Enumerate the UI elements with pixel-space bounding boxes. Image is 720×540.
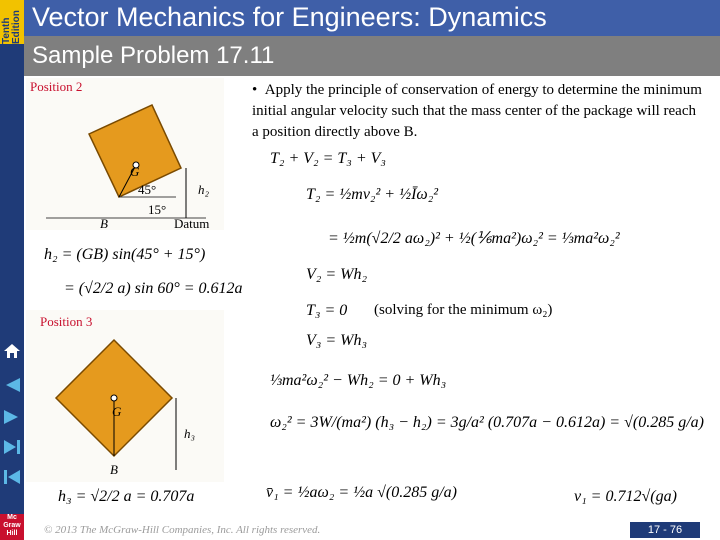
previous-slide-icon[interactable] — [2, 408, 22, 426]
point-b: B — [100, 216, 108, 231]
bullet-body: Apply the principle of conservation of energy to determine the minimum initial angular velocity such that the mass center of the package will reach a position directly above B. — [252, 82, 702, 140]
home-icon[interactable] — [2, 342, 22, 360]
copyright: © 2013 The McGraw-Hill Companies, Inc. All rights reserved. — [44, 524, 321, 536]
eq-eqn1: ⅓ma²ω₂² − Wh₂ = 0 + Wh₃ — [270, 372, 447, 389]
figure-position-3 — [26, 310, 224, 482]
eq-t2b: = ½m(√2/2 aω₂)² + ½(⅙ma²)ω₂² = ⅓ma²ω₂² — [328, 230, 620, 247]
figure-position-2 — [26, 78, 224, 230]
page-subtitle: Sample Problem 17.11 — [32, 42, 275, 69]
point-b: B — [110, 462, 118, 477]
page-number: 17 - 76 — [630, 522, 700, 538]
angle-45: 45° — [138, 182, 157, 197]
datum-label: Datum — [174, 216, 210, 231]
eq-v1b: v₁ = 0.712√(ga) — [574, 488, 677, 505]
point-g: G — [130, 164, 140, 179]
page-title: Vector Mechanics for Engineers: Dynamics — [32, 2, 547, 32]
position-2-diagram — [26, 78, 224, 230]
eq-h2b: = (√2/2 a) sin 60° = 0.612a — [64, 280, 243, 297]
eq-energy: T₂ + V₂ = T₃ + V₃ — [270, 150, 386, 167]
figure-label: Position 2 — [30, 79, 83, 94]
eq-v2: V₂ = Wh₂ — [306, 266, 368, 283]
left-sidebar — [0, 0, 24, 540]
h2-label: h₂ — [198, 182, 210, 197]
eq-h3: h₃ = √2/2 a = 0.707a — [58, 488, 195, 505]
edition-tag: Tenth Edition — [0, 0, 24, 44]
eq-v1a: v̄₁ = ½aω₂ = ½a √(0.285 g/a) — [266, 484, 457, 501]
eq-t3-note: (solving for the minimum ω₂) — [374, 302, 553, 318]
eq-h2a: h₂ = (GB) sin(45° + 15°) — [44, 246, 206, 263]
publisher-logo: Mc Graw Hill — [0, 514, 24, 540]
last-slide-icon[interactable] — [2, 468, 22, 486]
subtitle-bar — [24, 36, 720, 76]
point-g: G — [112, 404, 122, 419]
h3-label: h₃ — [184, 426, 196, 441]
position-3-diagram — [26, 310, 224, 482]
title-bar — [24, 0, 720, 36]
next-slide-icon[interactable] — [2, 438, 22, 456]
first-slide-icon[interactable] — [2, 376, 22, 394]
figure-label: Position 3 — [40, 314, 93, 329]
eq-eqn2: ω₂² = 3W/(ma²) (h₃ − h₂) = 3g/a² (0.707a − 0.612a) = √(0.285 g/a) — [270, 414, 704, 431]
bullet-marker: • — [252, 82, 265, 98]
eq-t2a: T₂ = ½mv₂² + ½Īω₂² — [306, 186, 439, 203]
eq-t3: T₃ = 0 — [306, 302, 348, 319]
angle-15: 15° — [148, 202, 167, 217]
bullet-text — [252, 80, 702, 143]
eq-v3: V₃ = Wh₃ — [306, 332, 368, 349]
